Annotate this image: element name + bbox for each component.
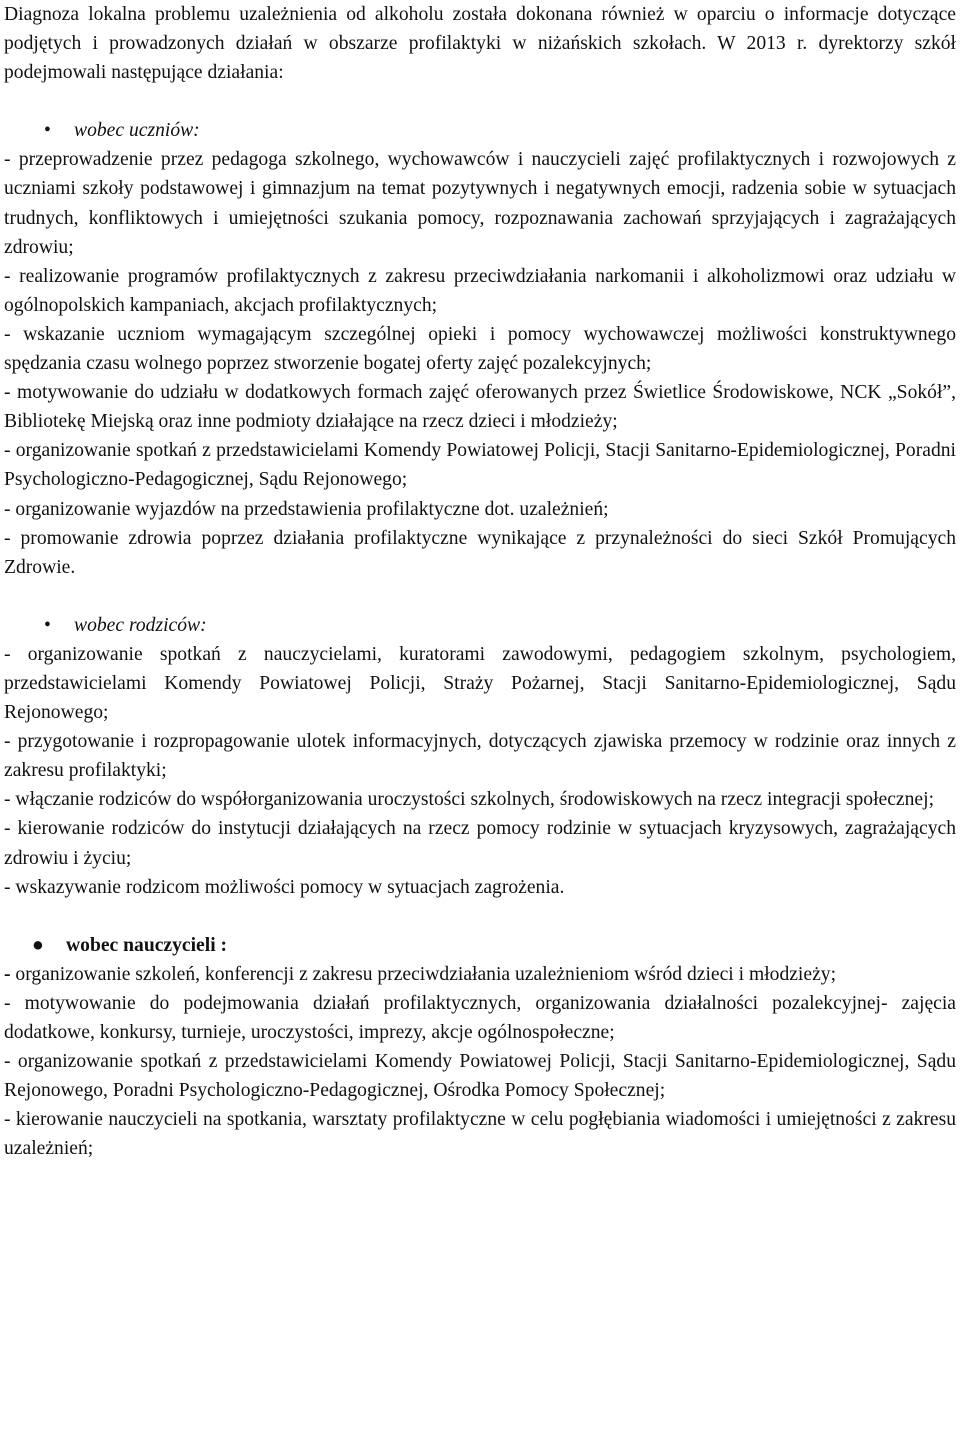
list-item: - kierowanie rodziców do instytucji działających na rzecz pomocy rodzinie w sytuacjach kryzysowych, zagrażających zdrowiu i życiu; xyxy=(4,818,956,869)
section-header-teachers xyxy=(4,931,956,960)
section-teachers xyxy=(4,931,956,1164)
item-text: organizowanie szkoleń, konferencji z zakresu przeciwdziałania uzależnieniom wśród dzieci i młodzieży; xyxy=(10,963,837,985)
section-title: wobec uczniów: xyxy=(74,120,200,142)
list-item: - przygotowanie i rozpropagowanie ulotek informacyjnych, dotyczących zjawiska przemocy w rodzinie oraz innych z zakresu profilaktyki; xyxy=(4,731,956,782)
list-item: - promowanie zdrowia poprzez działania profilaktyczne wynikające z przynależności do sieci Szkół Promujących Zdrowie. xyxy=(4,527,956,578)
list-item: - realizowanie programów profilaktycznych z zakresu przeciwdziałania narkomanii i alkoholizmowi oraz udziału w ogólnopolskich kampaniach, akcjach profilaktycznych; xyxy=(4,265,956,316)
bullet-icon: ● xyxy=(32,934,44,956)
item-dash: - xyxy=(4,963,11,985)
section-students xyxy=(4,116,956,582)
list-item: - organizowanie wyjazdów na przedstawienia profilaktyczne dot. uzależnień; xyxy=(4,498,609,520)
bullet-icon: • xyxy=(44,614,51,636)
list-item: - organizowanie spotkań z przedstawicielami Komendy Powiatowej Policji, Stacji Sanitarno-Epidemiologicznej, Sądu Rejonowego, Poradni Psychologiczno-Pedagogicznej, Ośrodka Pomocy Społecznej; xyxy=(4,1051,956,1102)
list-item: - wskazywanie rodzicom możliwości pomocy w sytuacjach zagrożenia. xyxy=(4,876,565,898)
section-parents xyxy=(4,611,956,902)
list-item xyxy=(4,960,956,989)
section-header-parents xyxy=(4,611,956,640)
list-item: - motywowanie do udziału w dodatkowych formach zajęć oferowanych przez Świetlice Środowiskowe, NCK „Sokół”, Bibliotekę Miejską oraz inne podmioty działające na rzecz dzieci i młodzieży; xyxy=(4,382,956,433)
students-actions-list xyxy=(4,145,956,581)
intro-paragraph: Diagnoza lokalna problemu uzależnienia od alkoholu została dokonana również w oparciu o informacje dotyczące podjętych i prowadzonych działań w obszarze profilaktyki w niżańskich szkołach. W 2013 r. dyrektorzy szkół podejmowali następujące działania: xyxy=(4,4,956,84)
bullet-icon: • xyxy=(44,120,51,142)
list-item: - motywowanie do podejmowania działań profilaktycznych, organizowania działalności pozalekcyjnej- zajęcia dodatkowe, konkursy, turnieje, uroczystości, imprezy, akcje ogólnospołeczne; xyxy=(4,992,956,1043)
list-item: - kierowanie nauczycieli na spotkania, warsztaty profilaktyczne w celu pogłębiania wiadomości i umiejętności z zakresu uzależnień; xyxy=(4,1109,956,1160)
list-item: - przeprowadzenie przez pedagoga szkolnego, wychowawców i nauczycieli zajęć profilaktycznych i rozwojowych z uczniami szkoły podstawowej i gimnazjum na temat pozytywnych i negatywnych emocji, radzenia sobie w sytuacjach trudnych, konfliktowych i umiejętności szukania pomocy, rozpoznawania zachowań sprzyjających i zagrażających zdrowiu; xyxy=(4,149,956,258)
parents-actions-list xyxy=(4,640,956,902)
list-item: - wskazanie uczniom wymagającym szczególnej opieki i pomocy wychowawczej możliwości konstruktywnego spędzania czasu wolnego poprzez stworzenie bogatej oferty zajęć pozalekcyjnych; xyxy=(4,323,956,375)
list-item: - organizowanie spotkań z przedstawicielami Komendy Powiatowej Policji, Stacji Sanitarno-Epidemiologicznej, Poradni Psychologiczno-Pedagogicznej, Sądu Rejonowego; xyxy=(4,440,956,491)
list-item: - organizowanie spotkań z nauczycielami, kuratorami zawodowymi, pedagogiem szkolnym, psychologiem, przedstawicielami Komendy Powiatowej Policji, Straży Pożarnej, Stacji Sanitarno-Epidemiologicznej, Sądu Rejonowego; xyxy=(4,643,956,724)
section-header-students xyxy=(4,116,956,145)
section-title: wobec nauczycieli : xyxy=(66,934,228,956)
teachers-actions-list xyxy=(4,960,956,1164)
list-item: - włączanie rodziców do współorganizowania uroczystości szkolnych, środowiskowych na rzecz integracji społecznej; xyxy=(4,789,935,811)
section-title: wobec rodziców: xyxy=(74,614,207,636)
